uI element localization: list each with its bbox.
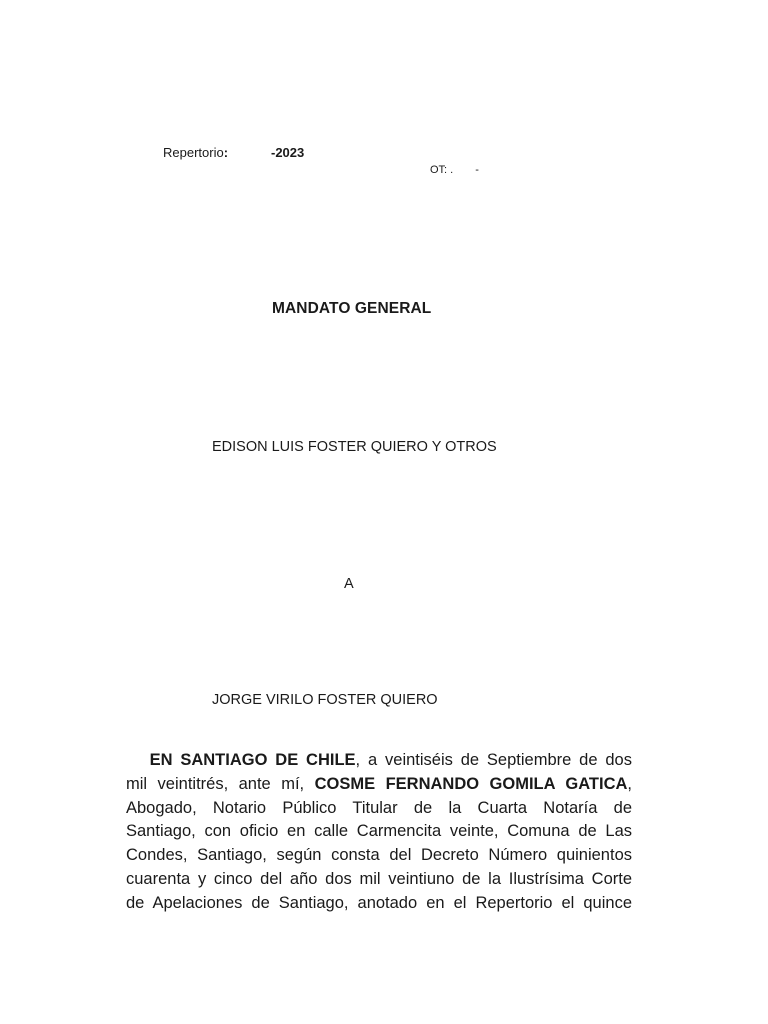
body-line-7: de Apelaciones de Santiago, anotado en el Repertorio el quince	[126, 893, 632, 912]
repertorio-number: -2023	[271, 145, 305, 160]
repertorio-label	[163, 145, 228, 160]
repertorio-label-text: Repertorio	[163, 145, 224, 160]
ot-label: OT: .	[430, 164, 454, 176]
document-title: MANDATO GENERAL	[272, 300, 432, 317]
body-line-2-pre: mil veintitrés, ante mí,	[126, 774, 315, 793]
connector-a: A	[344, 576, 354, 592]
body-line-2	[126, 773, 632, 797]
body-line-5: Condes, Santiago, según consta del Decreto Número quinientos	[126, 846, 632, 865]
place-heading: EN SANTIAGO DE CHILE	[149, 751, 356, 769]
body-line-6: cuarenta y cinco del año dos mil veintiuno de la Ilustrísima Corte	[126, 869, 632, 888]
ot-dash: -	[475, 164, 479, 176]
body-line-1-text: , a veintiséis de Septiembre de dos	[355, 751, 632, 769]
body-line-2-text: ,	[627, 774, 632, 793]
grantee-name: JORGE VIRILO FOSTER QUIERO	[212, 692, 438, 708]
body-paragraph	[126, 749, 632, 916]
notary-name: COSME FERNANDO GOMILA GATICA	[314, 774, 628, 793]
body-line-1	[126, 749, 632, 773]
ot-reference	[430, 164, 479, 176]
grantor-name: EDISON LUIS FOSTER QUIERO Y OTROS	[212, 439, 497, 455]
body-line-4: Santiago, con oficio en calle Carmencita veinte, Comuna de Las	[126, 822, 632, 841]
repertorio-colon: :	[223, 145, 229, 160]
body-line-3: Abogado, Notario Público Titular de la Cuarta Notaría de	[126, 798, 632, 817]
